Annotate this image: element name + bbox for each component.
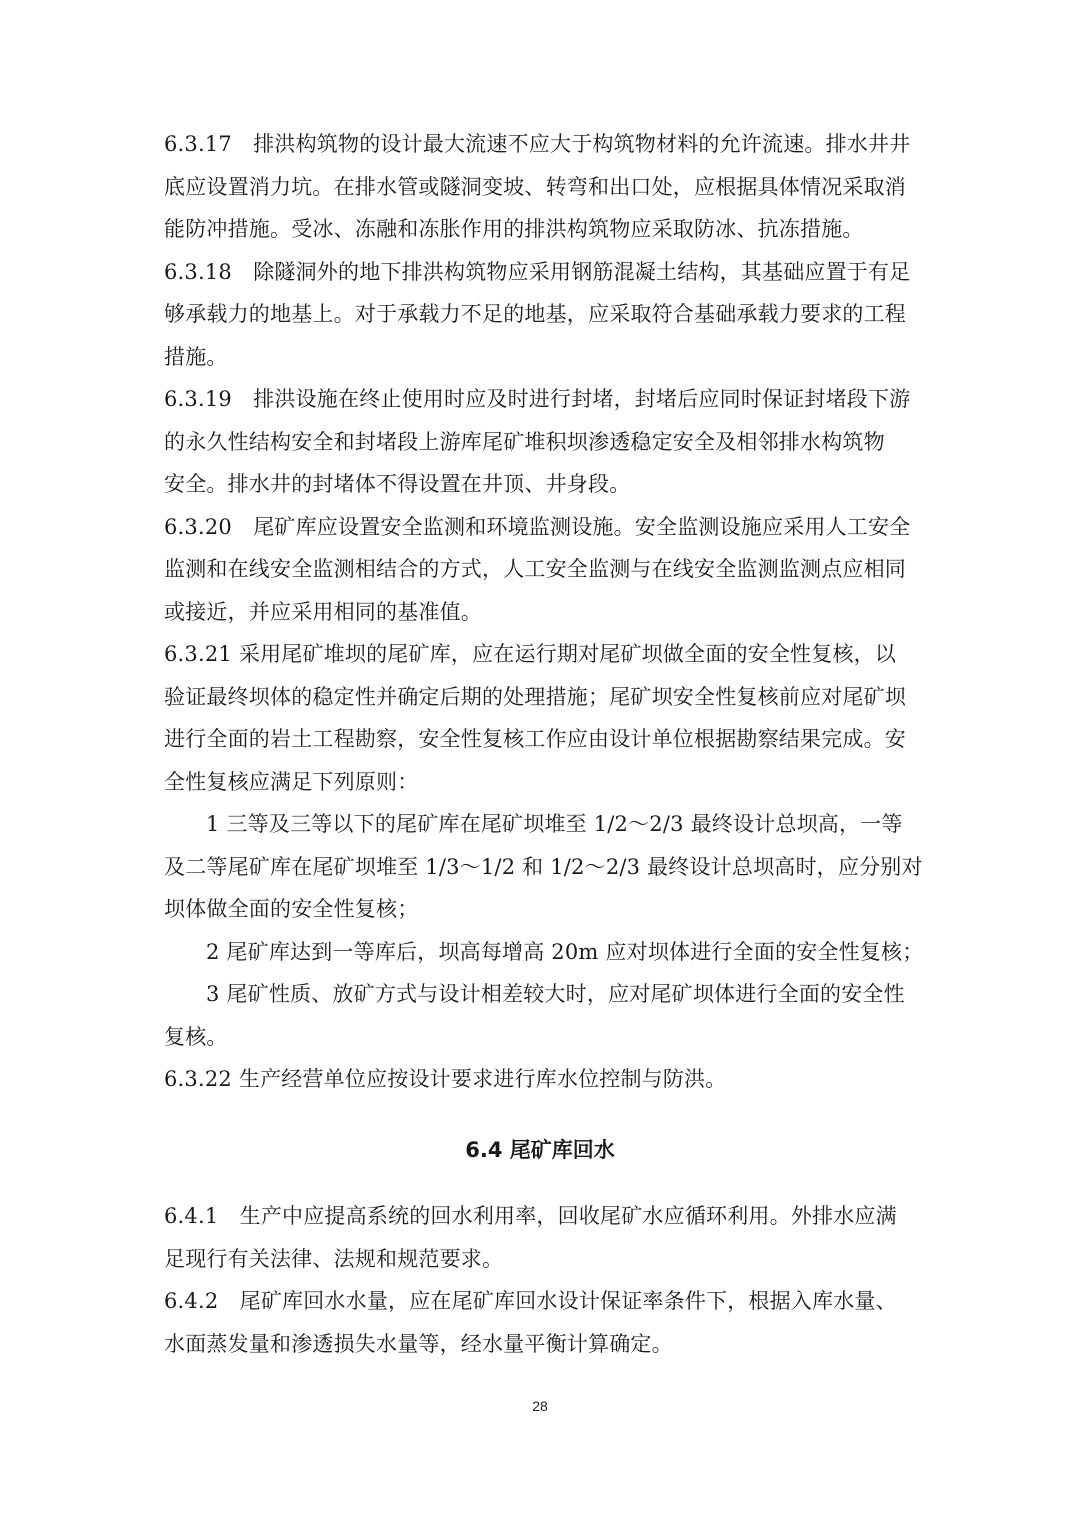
- text-line: 安全。排水井的封堵体不得设置在井顶、井身段。: [164, 472, 631, 496]
- text-line: 措施。: [164, 344, 228, 369]
- text-line: 进行全面的岩土工程勘察，安全性复核工作应由设计单位根据勘察结果完成。安: [164, 727, 906, 751]
- text-line: 底应设置消力坑。在排水管或隧洞变坡、转弯和出口处，应根据具体情况采取消: [164, 174, 906, 199]
- text-line: 能防冲措施。受冰、冻融和冻胀作用的排洪构筑物应采取防冰、抗冻措施。: [164, 217, 864, 241]
- text-line: 6.3.21 采用尾矿堆坝的尾矿库，应在运行期对尾矿坝做全面的安全性复核，以: [164, 642, 897, 666]
- list-item-line: 2 尾矿库达到一等库后，坝高每增高 20m 应对坝体进行全面的安全性复核；: [206, 939, 924, 964]
- text-line: 监测和在线安全监测相结合的方式，人工安全监测与在线安全监测监测点应相同: [164, 557, 906, 581]
- text-line: 及二等尾矿库在尾矿坝堆至 1/3～1/2 和 1/2～2/3 最终设计总坝高时，应分别对: [164, 854, 923, 879]
- text-line: 6.3.22 生产经营单位应按设计要求进行库水位控制与防洪。: [164, 1067, 727, 1091]
- text-line: 6.4.2 尾矿库回水水量，应在尾矿库回水设计保证率条件下，根据入库水量、: [164, 1289, 897, 1313]
- text-line: 够承载力的地基上。对于承载力不足的地基，应采取符合基础承载力要求的工程: [164, 302, 906, 326]
- text-line: 复核。: [164, 1024, 228, 1049]
- section-heading: 6.4 尾矿库回水: [465, 1138, 615, 1162]
- text-line: 或接近，并应采用相同的基准值。: [164, 599, 482, 624]
- text-block-6-3: [164, 123, 924, 1101]
- text-line: 6.3.17 排洪构筑物的设计最大流速不应大于构筑物材料的允许流速。排水井井: [164, 132, 911, 156]
- text-line: 6.3.19 排洪设施在终止使用时应及时进行封堵，封堵后应同时保证封堵段下游: [164, 387, 911, 411]
- text-line: 6.3.18 除隧洞外的地下排洪构筑物应采用钢筋混凝土结构，其基础应置于有足: [164, 259, 911, 284]
- text-line: 全性复核应满足下列原则：: [164, 769, 419, 794]
- text-line: 坝体做全面的安全性复核；: [164, 897, 419, 921]
- text-block-6-4: [164, 1195, 916, 1365]
- text-line: 验证最终坝体的稳定性并确定后期的处理措施；尾矿坝安全性复核前应对尾矿坝: [164, 684, 906, 709]
- list-item-line: 1 三等及三等以下的尾矿库在尾矿坝堆至 1/2～2/3 最终设计总坝高，一等: [206, 812, 903, 836]
- text-line: 水面蒸发量和渗透损失水量等，经水量平衡计算确定。: [164, 1331, 673, 1356]
- page-number: 28: [532, 1398, 548, 1414]
- text-line: 6.3.20 尾矿库应设置安全监测和环境监测设施。安全监测设施应采用人工安全: [164, 514, 911, 539]
- text-line: 的永久性结构安全和封堵段上游库尾矿堆积坝渗透稳定安全及相邻排水构筑物: [164, 429, 885, 454]
- list-item-line: 3 尾矿性质、放矿方式与设计相差较大时，应对尾矿坝体进行全面的安全性: [206, 982, 905, 1006]
- text-line: 足现行有关法律、法规和规范要求。: [164, 1246, 504, 1271]
- text-line: 6.4.1 生产中应提高系统的回水利用率，回收尾矿水应循环利用。外排水应满: [164, 1204, 897, 1228]
